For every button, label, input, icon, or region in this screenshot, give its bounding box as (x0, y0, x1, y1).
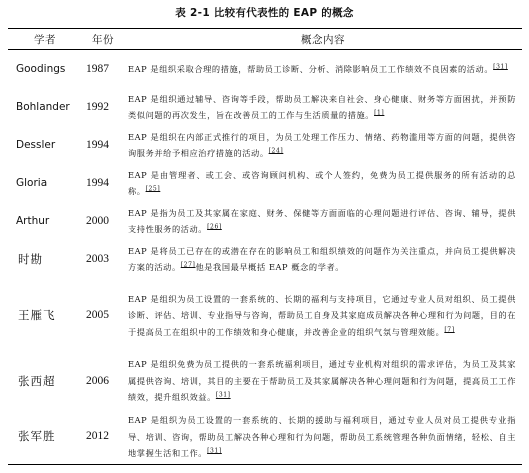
concept-cell (124, 50, 522, 88)
scholar-cell: Bohlander (16, 100, 70, 113)
concept-text: EAP 是由管理者、或工会、或咨询顾问机构、或个人签约，免费为员工提供服务的所有活动的总称。 (128, 169, 516, 196)
table-header-row (8, 29, 522, 50)
table-row (8, 353, 522, 409)
header-scholar: 学者 (34, 33, 56, 46)
year-cell: 1987 (86, 62, 109, 75)
citation-ref: [7] (444, 326, 455, 334)
scholar-cell: Arthur (16, 214, 50, 227)
citation-ref: [27] (180, 261, 196, 269)
citation-ref: [31] (493, 63, 508, 71)
concept-text: EAP 是将员工已存在的或潜在存在的影响员工和组织绩效的问题作为关注重点，并向员工提供解决方案的活动。 (128, 245, 516, 272)
concept-text: EAP 是组织采取合理的措施，帮助员工诊断、分析、消除影响员工工作绩效不良因素的活动。 (128, 64, 494, 74)
concept-cell (124, 278, 522, 353)
table-caption: 表 2-1 比较有代表性的 EAP 的概念 (175, 7, 354, 19)
year-cell: 2003 (86, 252, 109, 265)
eap-concept-table (8, 28, 522, 465)
concept-text: EAP 是指为员工及其家属在家庭、财务、保健等方面面临的心理问题进行评估、咨询、辅导，提供支持性服务的活动。 (128, 207, 516, 234)
concept-text: EAP 是组织在内部正式推行的项目，为员工处理工作压力、情绪、药物滥用等方面的问题，提供咨询服务并给予相应治疗措施的活动。 (128, 131, 516, 158)
concept-note: 他是我国最早概括 EAP 概念的学者。 (195, 262, 345, 272)
year-cell: 2005 (86, 309, 109, 321)
year-cell: 2006 (86, 374, 109, 387)
citation-ref: [31] (207, 447, 222, 455)
scholar-cell: 王雁飞 (18, 308, 56, 322)
concept-cell (124, 202, 522, 240)
scholar-cell: 张西超 (18, 373, 56, 388)
concept-text: EAP 是组织免费为员工提供的一套系统福利项目，通过专业机构对组织的需求评估，为员工及其家属提供咨询、培训，其目的主要在于帮助员工及其家属解决各种心理问题和行为问题，提高员工工作绩效，提升组织效益。 (128, 359, 516, 403)
table-row (8, 88, 522, 126)
table-row (8, 278, 522, 353)
table-row (8, 126, 522, 164)
year-cell: 2000 (86, 214, 109, 227)
table-row (8, 50, 522, 88)
header-year: 年份 (92, 33, 114, 46)
citation-ref: [1] (374, 109, 385, 117)
concept-text: EAP 是组织通过辅导、咨询等手段，帮助员工解决来自社会、身心健康、财务等方面困扰，并预防类似问题的再次发生，旨在改善员工的工作与生活质量的措施。 (128, 93, 516, 120)
concept-text: EAP 是组织为员工设置的一套系统的、长期的援助与福利项目，通过专业人员对员工提供专业指导、培训、咨询，帮助员工解决各种心理和行为问题，帮助员工系统管理各种负面情绪，轻松、自主地掌握生活和工作。 (128, 415, 516, 458)
citation-ref: [24] (268, 147, 284, 155)
concept-cell (124, 164, 522, 202)
citation-ref: [25] (145, 185, 161, 193)
concept-cell (124, 126, 522, 164)
year-cell: 1994 (86, 138, 109, 151)
scholar-cell: Goodings (16, 62, 66, 75)
scholar-cell: 时勘 (18, 251, 43, 266)
table-row (8, 164, 522, 202)
year-cell: 1992 (86, 100, 109, 113)
scholar-cell: Gloria (16, 176, 48, 189)
table-row (8, 409, 522, 465)
table-row (8, 202, 522, 240)
year-cell: 2012 (86, 430, 109, 443)
year-cell: 1994 (86, 176, 109, 189)
scholar-cell: Dessler (16, 138, 56, 151)
header-concept: 概念内容 (301, 33, 345, 46)
concept-text: EAP 是组织为员工设置的一套系统的、长期的福利与支持项目，它通过专业人员对组织、员工提供诊断、评估、培训、专业指导与咨询，帮助员工自身及其家庭成员解决各种心理和行为问题，目的在于提高员工在组织中的工作绩效和身心健康，并改善企业的组织气氛与管理效能。 (128, 293, 516, 337)
citation-ref: [31] (215, 391, 231, 399)
citation-ref: [26] (207, 223, 222, 231)
concept-cell (124, 353, 522, 409)
concept-cell (124, 240, 522, 278)
concept-cell (124, 88, 522, 126)
table-row (8, 240, 522, 278)
scholar-cell: 张军胜 (18, 429, 56, 444)
concept-cell (124, 409, 522, 465)
